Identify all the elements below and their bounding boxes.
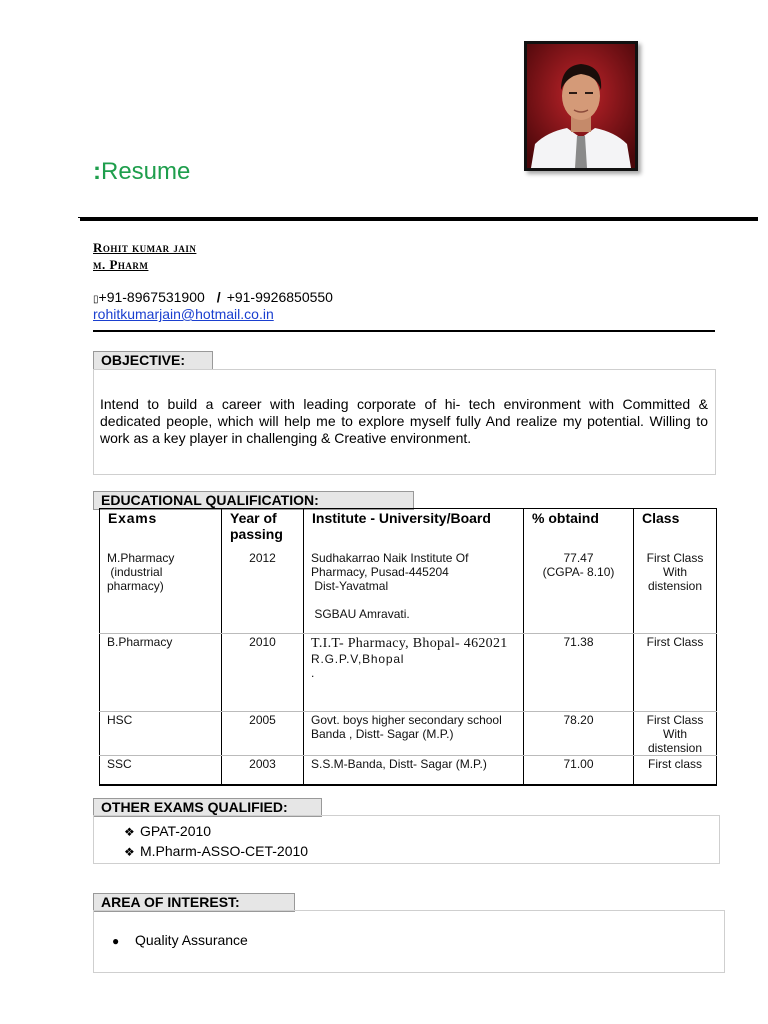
institute-line: Govt. boys higher secondary school xyxy=(311,713,502,727)
institute-line: Pharmacy, Pusad-445204 xyxy=(311,564,449,579)
institute-line: SGBAU Amravati. xyxy=(311,606,410,621)
percent-cell: 78.20 xyxy=(524,712,634,756)
list-item-text: M.Pharm-ASSO-CET-2010 xyxy=(140,843,309,859)
institute-cell: S.S.M-Banda, Distt- Sagar (M.P.) xyxy=(304,756,524,785)
exam-line: pharmacy) xyxy=(107,578,164,593)
class-cell: First class xyxy=(634,756,717,785)
percent-line: (CGPA- 8.10) xyxy=(542,564,615,579)
bullet-dot-icon: ● xyxy=(112,934,120,948)
institute-line: Banda , Distt- Sagar (M.P.) xyxy=(311,727,454,741)
class-line: With xyxy=(663,727,687,741)
class-line: First Class xyxy=(646,713,704,727)
class-cell: First Class xyxy=(634,634,717,712)
institute-cell xyxy=(304,550,524,634)
header-exams: Exams xyxy=(100,509,222,550)
objective-text: Intend to build a career with leading corporate of hi- tech environment with Committed & dedicated people, which will help me to explore myself fully And realize my potential. Willing to work as a key player in challenging & Creative environment. xyxy=(100,396,708,446)
institute-line: . xyxy=(311,666,315,680)
class-cell xyxy=(634,550,717,634)
list-item-text: Quality Assurance xyxy=(135,932,248,948)
institute-line: T.I.T- Pharmacy, Bhopal- 462021 xyxy=(311,636,508,651)
percent-cell: 71.00 xyxy=(524,756,634,785)
other-exams-heading: OTHER EXAMS QUALIFIED: xyxy=(93,798,322,817)
institute-line: Sudhakarrao Naik Institute Of xyxy=(311,550,469,565)
exam-line: (industrial xyxy=(107,564,163,579)
diamond-bullet-icon: ❖ xyxy=(124,845,135,859)
exam-line: M.Pharmacy xyxy=(107,550,175,565)
education-heading: EDUCATIONAL QUALIFICATION: xyxy=(93,491,414,510)
profile-photo xyxy=(524,41,638,171)
institute-cell xyxy=(304,712,524,756)
email-link[interactable]: rohitkumarjain@hotmail.co.in xyxy=(93,306,274,322)
document-title xyxy=(93,158,190,186)
percent-cell xyxy=(524,550,634,634)
class-line: First Class xyxy=(646,550,704,565)
percent-line: 77.47 xyxy=(563,550,594,565)
table-row xyxy=(100,756,717,785)
percent-cell: 71.38 xyxy=(524,634,634,712)
institute-cell xyxy=(304,634,524,712)
phone-number-1: +91-8967531900 xyxy=(98,289,205,305)
list-item xyxy=(124,822,308,842)
table-row xyxy=(100,550,717,634)
exam-cell: HSC xyxy=(100,712,222,756)
title-colon: : xyxy=(93,158,101,185)
list-item xyxy=(124,842,308,862)
class-line: distension xyxy=(647,578,703,593)
header-divider xyxy=(80,217,758,221)
phone-icon: ▯ xyxy=(93,294,99,305)
diamond-bullet-icon: ❖ xyxy=(124,825,135,839)
exam-cell xyxy=(100,550,222,634)
year-cell: 2010 xyxy=(222,634,304,712)
area-of-interest-list xyxy=(112,932,248,948)
phone-separator: / xyxy=(216,289,221,305)
objective-heading: OBJECTIVE: xyxy=(93,351,213,370)
blank-line xyxy=(311,593,516,607)
year-cell: 2003 xyxy=(222,756,304,785)
institute-line: Dist-Yavatmal xyxy=(311,578,389,593)
table-row xyxy=(100,634,717,712)
candidate-degree: m. Pharm xyxy=(93,257,149,272)
other-exams-list xyxy=(124,822,308,862)
exam-cell: B.Pharmacy xyxy=(100,634,222,712)
phone-line xyxy=(93,289,333,305)
header-institute: Institute - University/Board xyxy=(304,509,524,550)
header-class: Class xyxy=(634,509,717,550)
contact-divider xyxy=(93,330,715,332)
table-header-row xyxy=(100,509,717,550)
header-year: Year of passing xyxy=(222,509,304,550)
class-line: With xyxy=(663,564,687,579)
list-item xyxy=(112,932,248,948)
area-of-interest-heading: AREA OF INTEREST: xyxy=(93,893,295,912)
class-cell xyxy=(634,712,717,756)
institute-line: R.G.P.V,Bhopal xyxy=(311,652,405,666)
candidate-name: Rohit kumar jain xyxy=(93,240,197,255)
phone-number-2: +91-9926850550 xyxy=(226,289,333,305)
education-table xyxy=(99,508,717,786)
class-line: distension xyxy=(647,741,703,755)
list-item-text: GPAT-2010 xyxy=(140,823,212,839)
exam-cell: SSC xyxy=(100,756,222,785)
year-cell: 2012 xyxy=(222,550,304,634)
title-text: Resume xyxy=(101,158,191,185)
header-percent: % obtaind xyxy=(524,509,634,550)
table-row xyxy=(100,712,717,756)
year-cell: 2005 xyxy=(222,712,304,756)
